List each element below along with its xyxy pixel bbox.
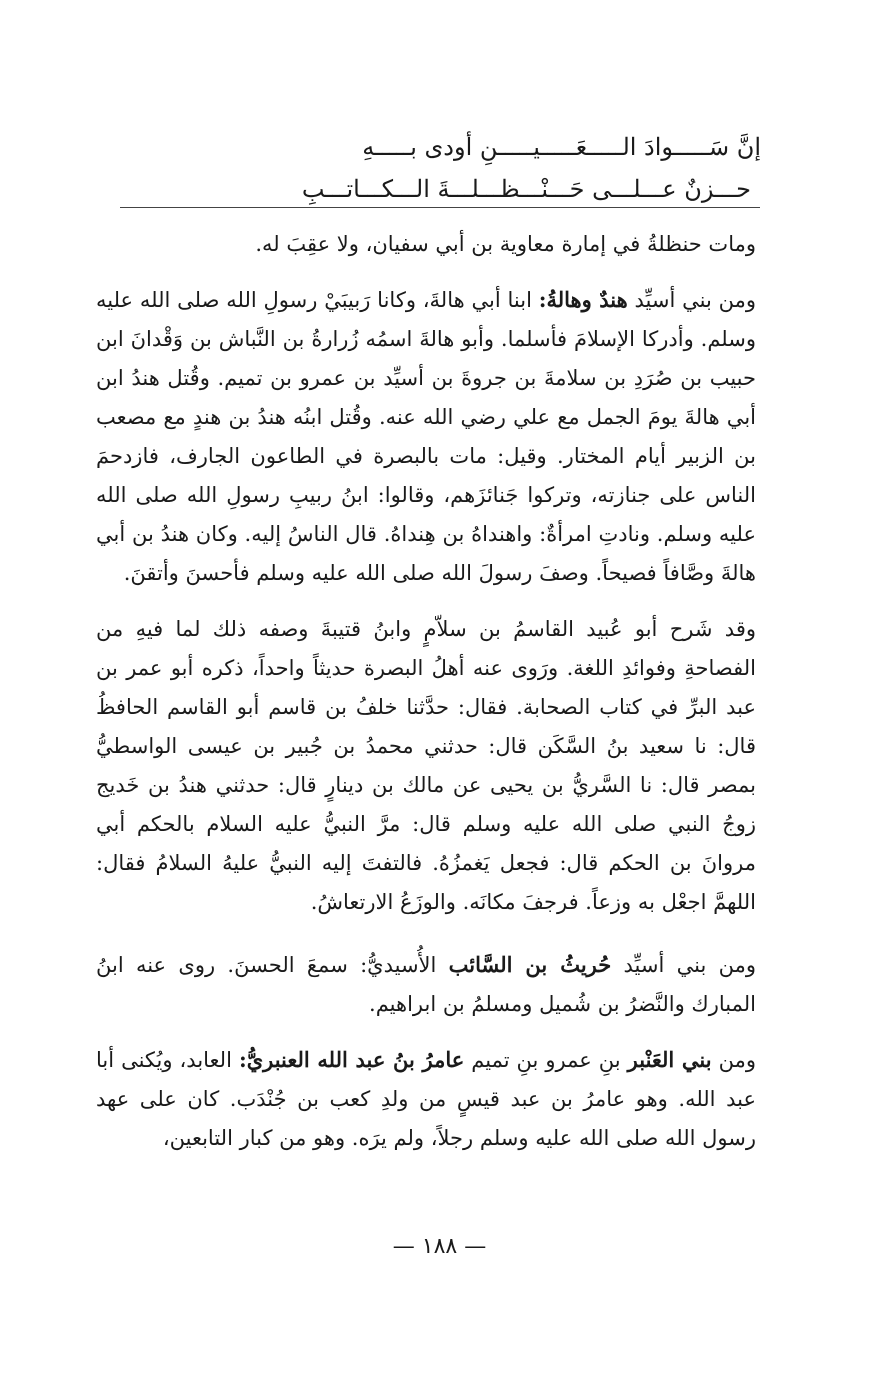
poem-underline [120, 207, 760, 208]
paragraph-mid: بنِ عمرو بنِ تميم [464, 1048, 628, 1072]
paragraph-body: العابد، ويُكنى أبا عبد الله. وهو عامرُ بن عبد قيسٍ من ولدِ كعب بن جُنْدَب. كان على عهد رسول الله صلى الله عليه وسلم رجلاً، ولم يرَه. وهو من كبار التابعين، [96, 1048, 756, 1150]
paragraph-hind-and-hala [96, 280, 756, 593]
paragraph-body: الأُسيديُّ: سمعَ الحسنَ. روى عنه ابنُ المبارك والنَّضرُ بن شُميل ومسلمُ بن ابراهيم. [96, 953, 756, 1016]
heading-name: عامرُ بنُ عبد الله العنبريُّ: [238, 1047, 465, 1072]
paragraph-lead: ومن بني أسيِّد [611, 953, 756, 977]
paragraph-hanzala-death: ومات حنظلةُ في إمارة معاوية بن أبي سفيان، ولا عقِبَ له. [255, 232, 756, 256]
heading-tribe: بني العَنْبر [627, 1047, 712, 1072]
paragraph-lead: ومن [711, 1048, 756, 1072]
paragraph-hadith: وقد شَرح أبو عُبيد القاسمُ بن سلاّمٍ وابنُ قتيبةَ وصفه ذلك لما فيهِ من الفصاحةِ وفوائدِ اللغة. ورَوى عنه أهلُ البصرة حديثاً واحداً، ذكره أبو عمر بن عبد البرِّ في كتاب الصحابة. فقال: حدَّثنا خلفُ بن قاسم أبو القاسم الحافظُ قال: نا سعيد بنُ السَّكَن قال: حدثني محمدُ بن جُبير بن عيسى الواسطيُّ بمصر قال: نا السَّريُّ بن يحيى عن مالك بن دينارٍ قال: حدثني هندُ بن خَديج زوجُ النبي صلى الله عليه وسلم قال: مرَّ النبيُّ عليه السلام بالحكم أبي مروانَ بن الحكم قال: فجعل يَغمزُهُ. فالتفتَ إليه النبيُّ عليهُ السلامُ فقال: اللهمَّ اجعْل به وزعاً. فرجفَ مكانَه. والوزَعُ الارتعاشُ. [96, 617, 756, 914]
poem-line-1: إنَّ سَـــــوادَ الـــــعَـــــيـــــنِ أودى بـــــهِ [362, 133, 761, 161]
heading-names: هندٌ وهالةُ: [538, 287, 628, 312]
paragraph-amir [96, 1040, 756, 1158]
page-number: — ١٨٨ — [392, 1234, 487, 1259]
paragraph-lead: ومن بني أسيِّد [627, 288, 756, 312]
paragraph-hurayth [96, 945, 756, 1024]
heading-name: حُريثُ بن السَّائب [448, 952, 612, 977]
paragraph-body: ابنا أبي هالةَ، وكانا رَبيبَيْ رسولِ الله صلى الله عليه وسلم. وأدركا الإسلامَ فأسلما. وأبو هالةَ اسمُه زُرارةُ بن النَّباش بن وَقْدانَ ابن حبيب بن صُرَدِ بن سلامةَ بن جروةَ بن أسيِّد بن عمرو بن تميم. وقُتل هندُ ابن أبي هالةَ يومَ الجمل مع علي رضي الله عنه. وقُتل ابنُه هندُ بن هندٍ مع مصعب بن الزبير أيام المختار. وقيل: مات بالبصرة في الطاعون الجارف، فازدحمَ الناس على جنازته، وتركوا جَنائزَهم، وقالوا: ابنُ ربيبِ رسولِ الله صلى الله عليه وسلم. ونادتِ امرأةٌ: واهنداهُ بن هِنداهُ. قال الناسُ إليه. وكان هندُ بن أبي هالةَ وصَّافاً فصيحاً. وصفَ رسولَ الله صلى الله عليه وسلم فأحسنَ وأتقنَ. [96, 288, 756, 585]
poem-line-2: حـــزنٌ عـــلـــى حَـــنْـــظـــلـــةَ الـــكـــاتـــبِ [301, 175, 751, 203]
